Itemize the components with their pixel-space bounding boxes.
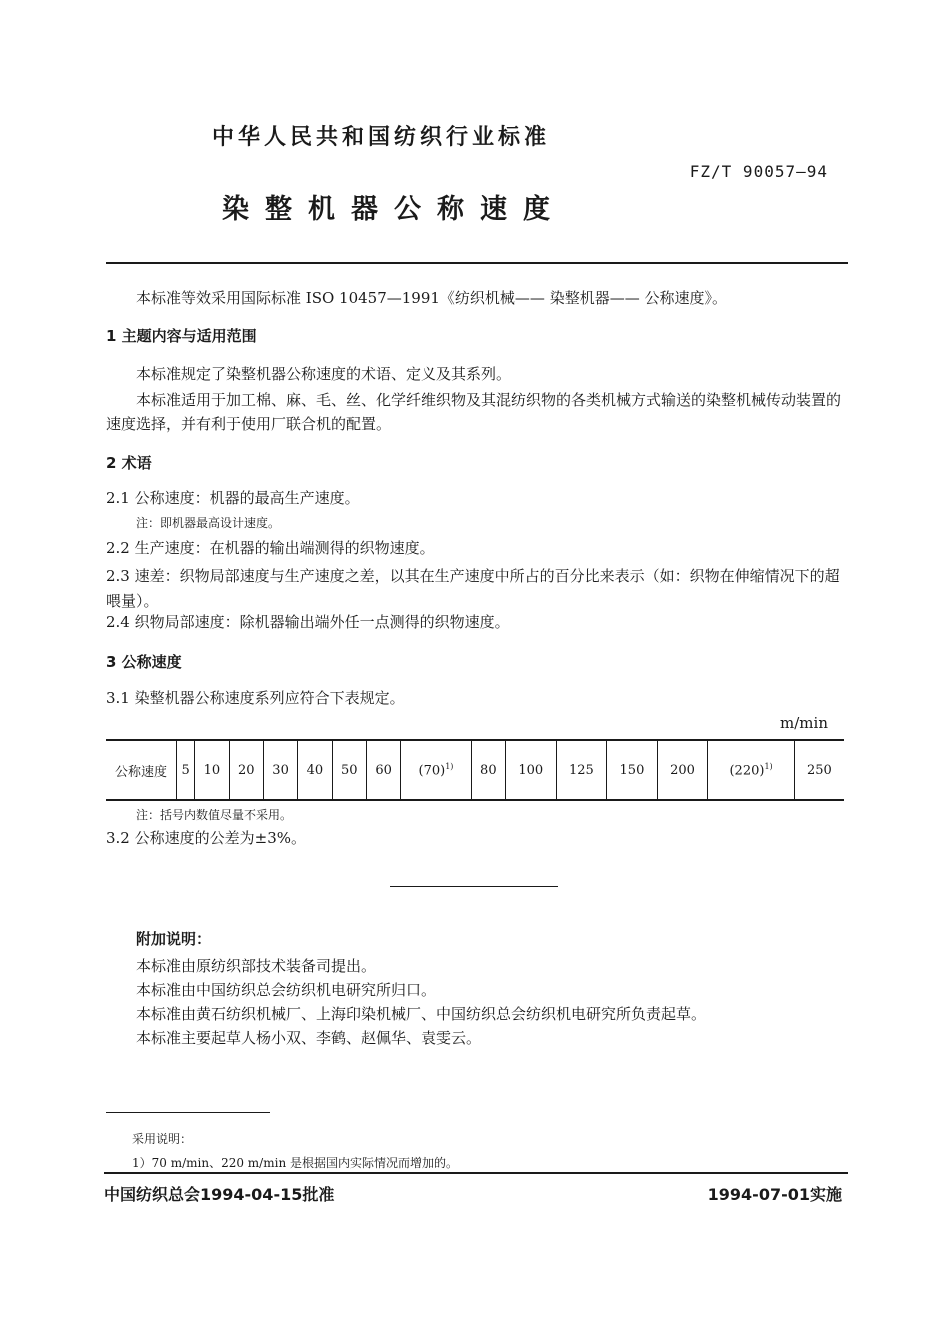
table-cell: 50 — [332, 740, 366, 800]
table-cell: 125 — [556, 740, 607, 800]
additional-note-line: 本标准主要起草人杨小双、李鹤、赵佩华、袁雯云。 — [136, 1029, 482, 1047]
term-2-2: 2.2 生产速度：在机器的输出端测得的织物速度。 — [106, 539, 435, 557]
intro-paragraph: 本标准等效采用国际标准 ISO 10457—1991《纺织机械—— 染整机器—— 公称速度》。 — [136, 289, 727, 307]
table-cell: 5 — [177, 740, 195, 800]
implementation-date: 1994-07-01实施 — [707, 1185, 842, 1204]
section-1-paragraph-1: 本标准规定了染整机器公称速度的术语、定义及其系列。 — [136, 365, 512, 383]
table-cell — [708, 740, 795, 800]
unit-label: m/min — [780, 714, 828, 732]
document-title: 染整机器公称速度 — [222, 194, 566, 225]
speed-table — [106, 739, 844, 801]
footnote-title: 采用说明： — [132, 1132, 193, 1146]
clause-3-1: 3.1 染整机器公称速度系列应符合下表规定。 — [106, 689, 405, 707]
table-cell: 150 — [607, 740, 658, 800]
additional-note-line: 本标准由黄石纺织机械厂、上海印染机械厂、中国纺织总会纺织机电研究所负责起草。 — [136, 1005, 707, 1023]
org-title: 中华人民共和国纺织行业标准 — [212, 125, 551, 150]
table-cell: 30 — [263, 740, 297, 800]
standard-number: FZ/T 90057—94 — [689, 162, 828, 181]
table-cell: 20 — [229, 740, 263, 800]
table-note: 注：括号内数值尽量不采用。 — [136, 808, 293, 822]
term-2-4: 2.4 织物局部速度：除机器输出端外任一点测得的织物速度。 — [106, 613, 510, 631]
table-cell: 40 — [298, 740, 332, 800]
section-2-heading: 2 术语 — [106, 454, 152, 472]
section-1-heading: 1 主题内容与适用范围 — [106, 327, 257, 345]
row-label: 公称速度 — [106, 740, 177, 800]
section-3-heading: 3 公称速度 — [106, 653, 182, 671]
additional-notes-title: 附加说明： — [136, 930, 212, 948]
clause-3-2: 3.2 公称速度的公差为±3%。 — [106, 829, 306, 847]
cell-value: (220) — [729, 763, 765, 779]
table-cell: 250 — [794, 740, 844, 800]
footer-divider — [104, 1172, 848, 1174]
term-2-1-note: 注：即机器最高设计速度。 — [136, 516, 281, 530]
approval-date: 中国纺织总会1994-04-15批准 — [104, 1185, 335, 1204]
term-2-1: 2.1 公称速度：机器的最高生产速度。 — [106, 489, 360, 507]
table-cell: 80 — [471, 740, 505, 800]
additional-note-line: 本标准由原纺织部技术装备司提出。 — [136, 957, 377, 975]
table-row — [106, 740, 844, 800]
footnote-divider — [106, 1112, 270, 1113]
footnote-mark: 1) — [445, 761, 454, 771]
cell-value: (70) — [418, 763, 446, 779]
footnote-text: 1）70 m/min、220 m/min 是根据国内实际情况而增加的。 — [132, 1156, 458, 1170]
table-cell: 60 — [366, 740, 400, 800]
section-1-paragraph-2: 本标准适用于加工棉、麻、毛、丝、化学纤维织物及其混纺织物的各类机械方式输送的染整机械传动装置的速度选择，并有利于使用厂联合机的配置。 — [106, 391, 842, 433]
additional-note-line: 本标准由中国纺织总会纺织机电研究所归口。 — [136, 981, 437, 999]
table-cell: 10 — [195, 740, 229, 800]
table-cell — [401, 740, 471, 800]
header-divider — [106, 262, 848, 264]
term-2-3: 2.3 速差：织物局部速度与生产速度之差，以其在生产速度中所占的百分比来表示（如：织物在伸缩情况下的超喂量）。 — [106, 567, 840, 610]
end-divider — [390, 886, 558, 887]
table-cell: 100 — [506, 740, 557, 800]
table-cell: 200 — [657, 740, 708, 800]
footnote-mark: 1) — [764, 761, 773, 771]
